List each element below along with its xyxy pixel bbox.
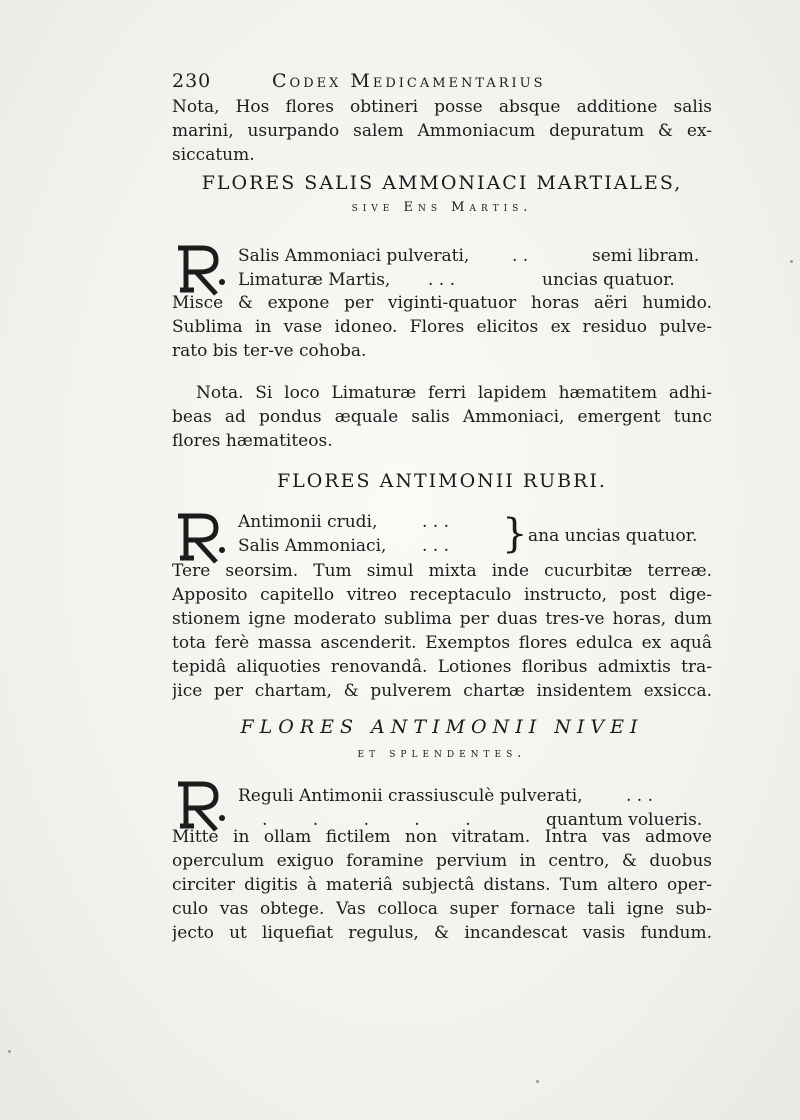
text-line: operculum exiguo foramine pervium in centro, & duobus — [172, 851, 712, 871]
ingredient-name: Reguli Antimonii crassiusculè pulverati, — [238, 786, 583, 806]
paper-fleck — [536, 1080, 539, 1083]
section-title: FLORES ANTIMONII NIVEI — [240, 716, 644, 738]
running-title: Codex Medicamentarius — [272, 70, 546, 92]
text-line: beas ad pondus æquale salis Ammoniaci, emergent tunc — [172, 407, 712, 427]
text-line: tepidâ aliquoties renovandâ. Lotiones floribus admixtis tra- — [172, 657, 712, 677]
ingredient-amount: semi libram. — [592, 246, 700, 266]
text-line: Mitte in ollam fictilem non vitratam. Intra vas admove — [172, 827, 712, 847]
ingredient-dots: . . . — [422, 512, 450, 532]
running-header — [172, 70, 712, 94]
text-line: siccatum. — [172, 145, 255, 165]
text-line: stionem igne moderato sublima per duas tres-ve horas, dum — [172, 609, 712, 629]
ingredient-amount: quantum volueris. — [546, 810, 703, 830]
brace: } — [502, 511, 528, 557]
section-subtitle: et splendentes. — [357, 746, 527, 761]
ingredient-name: Salis Ammoniaci, — [238, 536, 387, 556]
text-line: Apposito capitello vitreo receptaculo instructo, post dige- — [172, 585, 712, 605]
paper-fleck — [790, 260, 793, 263]
ingredient-dots: . . . — [422, 536, 450, 556]
ingredient-dots: . . . — [626, 786, 654, 806]
ingredient-amount: uncias quatuor. — [542, 270, 675, 290]
text-line: tota ferè massa ascenderit. Exemptos flores edulca ex aquâ — [172, 633, 712, 653]
text-line: rato bis ter-ve cohoba. — [172, 341, 367, 361]
paper-fleck — [8, 1050, 11, 1053]
text-line: Nota, Hos flores obtineri posse absque additione salis — [172, 97, 712, 117]
ingredient-name: Antimonii crudi, — [238, 512, 378, 532]
ingredient-amount: ana uncias quatuor. — [528, 526, 698, 546]
text-line: flores hæmatiteos. — [172, 431, 333, 451]
section-title: FLORES SALIS AMMONIACI MARTIALES, — [201, 172, 683, 194]
ingredient-dots: . . — [512, 246, 529, 266]
text-line: marini, usurpando salem Ammoniacum depuratum & ex- — [172, 121, 712, 141]
ingredient-name: Limaturæ Martis, — [238, 270, 391, 290]
text-line: Sublima in vase idoneo. Flores elicitos ex residuo pulve- — [172, 317, 712, 337]
ingredient-dots: . . . — [428, 270, 456, 290]
text-line: jecto ut liquefiat regulus, & incandescat vasis fundum. — [172, 923, 712, 943]
section-title: FLORES ANTIMONII RUBRI. — [277, 470, 607, 492]
text-line: culo vas obtege. Vas colloca super fornace tali igne sub- — [172, 899, 712, 919]
text-line: Misce & expone per viginti-quatuor horas aëri humido. — [172, 293, 712, 313]
text-line: Tere seorsim. Tum simul mixta inde cucurbitæ terreæ. — [172, 561, 712, 581]
ingredient-name: Salis Ammoniaci pulverati, — [238, 246, 470, 266]
section-subtitle: sive Ens Martis. — [351, 200, 533, 215]
text-line: jice per chartam, & pulverem chartæ insidentem exsicca. — [172, 681, 712, 701]
text-line: Nota. Si loco Limaturæ ferri lapidem hæmatitem adhi- — [196, 383, 712, 403]
ingredient-dots: . . . . . — [262, 810, 491, 830]
text-line: circiter digitis à materiâ subjectâ distans. Tum altero oper- — [172, 875, 712, 895]
page-number: 230 — [172, 70, 212, 92]
